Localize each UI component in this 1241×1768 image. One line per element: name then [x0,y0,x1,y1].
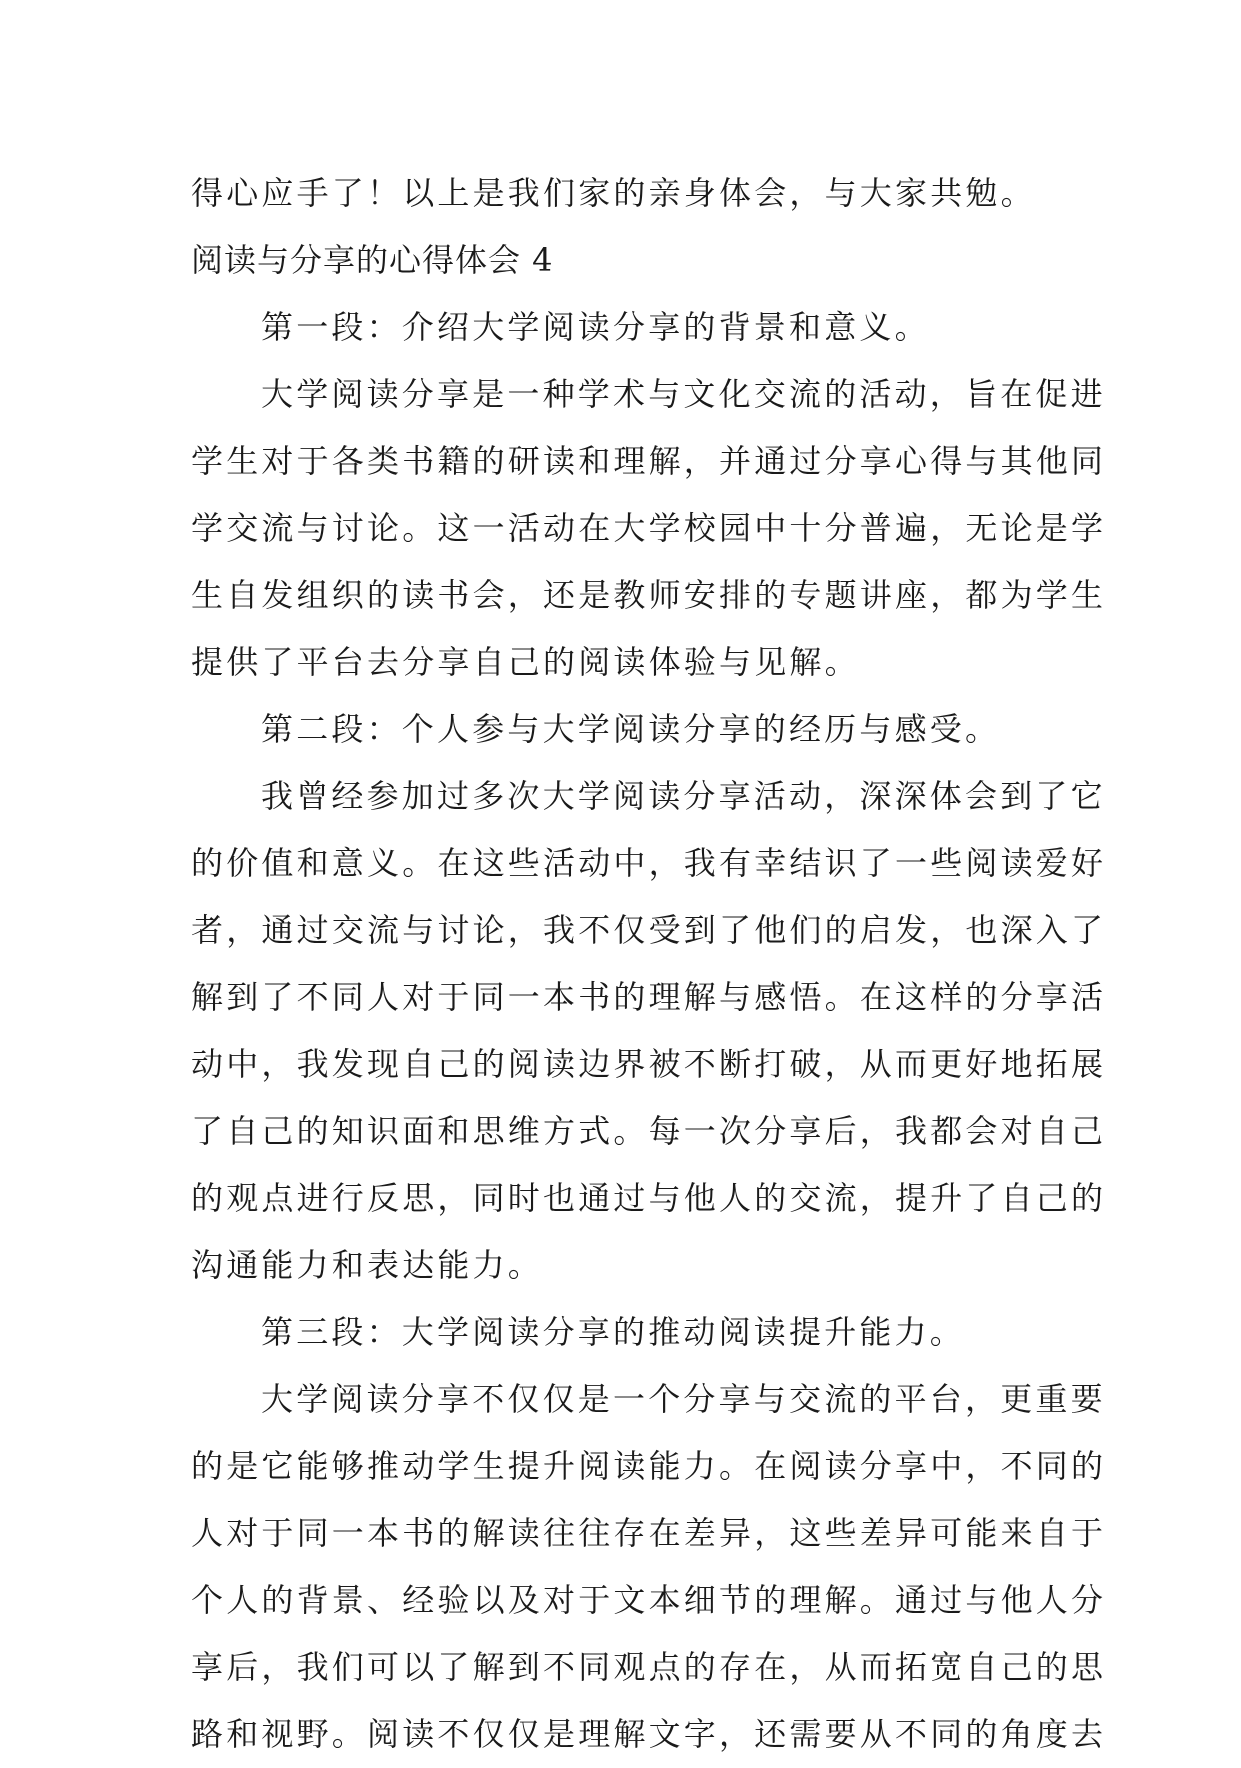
text-line: 者，通过交流与讨论，我不仅受到了他们的启发，也深入了 [191,911,1107,949]
text-line: 我曾经参加过多次大学阅读分享活动，深深体会到了它 [261,777,1106,815]
text-line: 生自发组织的读书会，还是教师安排的专题讲座，都为学生 [191,576,1107,614]
text-line: 的观点进行反思，同时也通过与他人的交流，提升了自己的 [191,1179,1107,1217]
text-line: 路和视野。阅读不仅仅是理解文字，还需要从不同的角度去 [191,1715,1107,1753]
text-line: 大学阅读分享不仅仅是一个分享与交流的平台，更重要 [261,1380,1106,1418]
text-line: 得心应手了！以上是我们家的亲身体会，与大家共勉。 [191,174,1036,212]
paragraph-heading: 第一段：介绍大学阅读分享的背景和意义。 [261,308,930,346]
text-line: 沟通能力和表达能力。 [191,1246,544,1284]
text-line: 的是它能够推动学生提升阅读能力。在阅读分享中，不同的 [191,1447,1107,1485]
text-line: 学交流与讨论。这一活动在大学校园中十分普遍，无论是学 [191,509,1107,547]
text-line: 学生对于各类书籍的研读和理解，并通过分享心得与其他同 [191,442,1107,480]
paragraph-heading: 第二段：个人参与大学阅读分享的经历与感受。 [261,710,1001,748]
text-line: 了自己的知识面和思维方式。每一次分享后，我都会对自己 [191,1112,1107,1150]
text-line: 享后，我们可以了解到不同观点的存在，从而拓宽自己的思 [191,1648,1107,1686]
text-line: 提供了平台去分享自己的阅读体验与见解。 [191,643,860,681]
document-body [191,160,1107,1768]
section-title: 阅读与分享的心得体会 4 [191,241,554,279]
text-line: 个人的背景、经验以及对于文本细节的理解。通过与他人分 [191,1581,1107,1619]
text-line: 动中，我发现自己的阅读边界被不断打破，从而更好地拓展 [191,1045,1107,1083]
paragraph-heading: 第三段：大学阅读分享的推动阅读提升能力。 [261,1313,966,1351]
text-line: 人对于同一本书的解读往往存在差异，这些差异可能来自于 [191,1514,1107,1552]
text-line: 大学阅读分享是一种学术与文化交流的活动，旨在促进 [261,375,1106,413]
text-line: 解到了不同人对于同一本书的理解与感悟。在这样的分享活 [191,978,1107,1016]
text-line: 的价值和意义。在这些活动中，我有幸结识了一些阅读爱好 [191,844,1107,882]
